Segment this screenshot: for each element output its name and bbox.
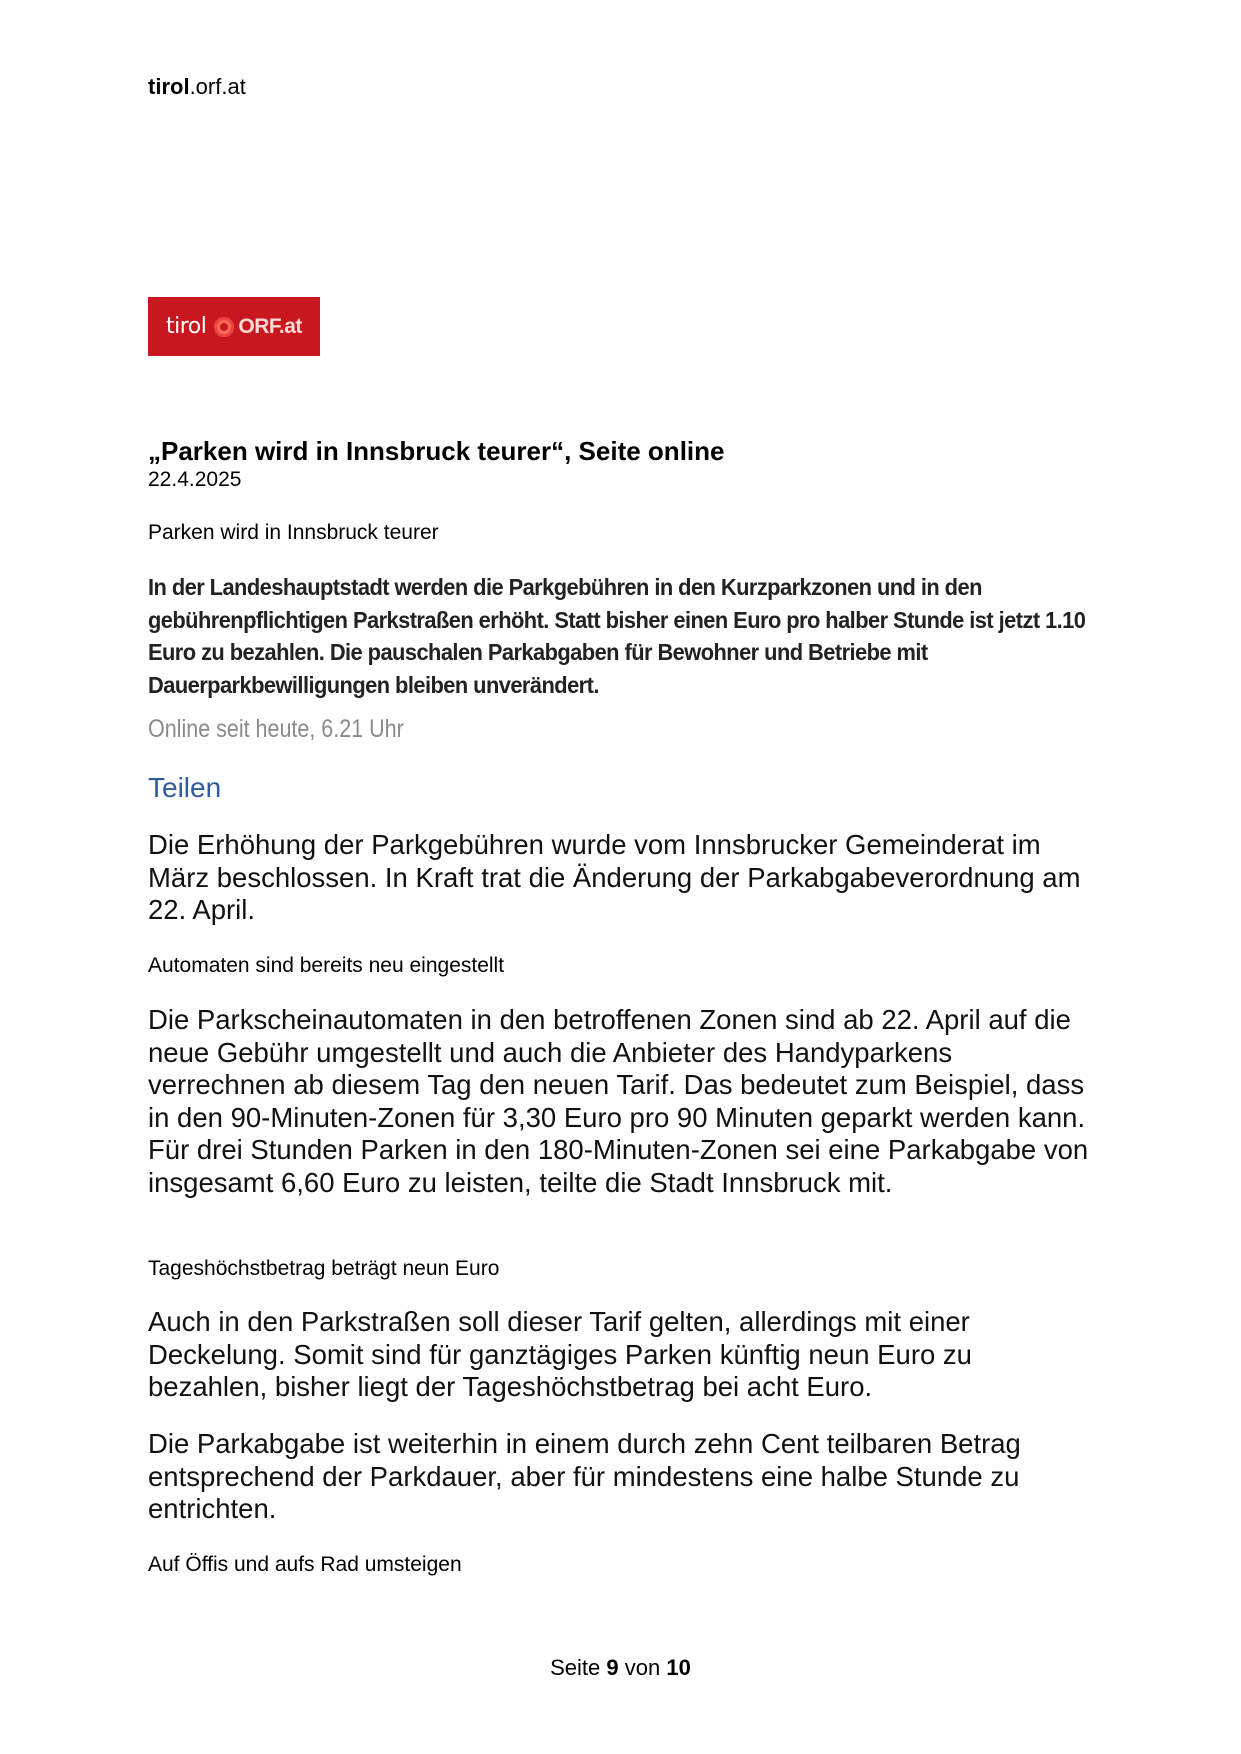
orf-eye-icon <box>214 317 234 337</box>
article-timestamp: Online seit heute, 6.21 Uhr <box>148 715 404 743</box>
footer-prefix: Seite <box>550 1655 601 1680</box>
page-footer <box>0 1655 1241 1681</box>
logo-brand: ORF.at <box>238 314 302 338</box>
footer-page-number: 9 <box>606 1655 619 1680</box>
paragraph-3: Auch in den Parkstraßen soll dieser Tarif gelten, allerdings mit einer Deckelung. Somit sind für ganztägiges Parken künftig neun Euro zu bezahlen, bisher liegt der Tageshöchstbetrag bei acht Euro. <box>148 1306 972 1402</box>
article-lead: In der Landeshauptstadt werden die Parkgebühren in den Kurzparkzonen und in den gebührenpflichtigen Parkstraßen erhöht. Statt bisher einen Euro pro halber Stunde ist jetzt 1.10 Euro zu bezahlen. Die pauschalen Parkabgaben für Bewohner und Betriebe mit Dauerparkbewilligungen bleiben unverändert. <box>148 574 1086 698</box>
footer-total-pages: 10 <box>666 1655 691 1680</box>
site-header <box>148 74 246 100</box>
logo-word: tirol <box>166 314 207 339</box>
document-date: 22.4.2025 <box>148 468 242 491</box>
site-header-rest: .orf.at <box>189 74 246 99</box>
subheading-1: Automaten sind bereits neu eingestellt <box>148 954 505 977</box>
site-header-bold: tirol <box>148 74 190 99</box>
document-title: „Parken wird in Innsbruck teurer“, Seite online <box>148 436 725 466</box>
share-link[interactable]: Teilen <box>148 772 222 803</box>
tirol-orf-logo <box>148 297 320 356</box>
paragraph-1: Die Erhöhung der Parkgebühren wurde vom Innsbrucker Gemeinderat im März beschlossen. In Kraft trat die Änderung der Parkabgabeverordnung am 22. April. <box>148 829 1081 925</box>
article-kicker: Parken wird in Innsbruck teurer <box>148 521 439 544</box>
footer-middle: von <box>624 1655 661 1680</box>
subheading-3: Auf Öffis und aufs Rad umsteigen <box>148 1553 462 1576</box>
paragraph-2: Die Parkscheinautomaten in den betroffenen Zonen sind ab 22. April auf die neue Gebühr umgestellt und auch die Anbieter des Handyparkens verrechnen ab diesem Tag den neuen Tarif. Das bedeutet zum Beispiel, dass in den 90-Minuten-Zonen für 3,30 Euro pro 90 Minuten geparkt werden kann. Für drei Stunden Parken in den 180-Minuten-Zonen sei eine Parkabgabe von insgesamt 6,60 Euro zu leisten, teilte die Stadt Innsbruck mit. <box>148 1004 1089 1198</box>
subheading-2: Tageshöchstbetrag beträgt neun Euro <box>148 1257 500 1280</box>
paragraph-4: Die Parkabgabe ist weiterhin in einem durch zehn Cent teilbaren Betrag entsprechend der Parkdauer, aber für mindestens eine halbe Stunde zu entrichten. <box>148 1428 1021 1524</box>
